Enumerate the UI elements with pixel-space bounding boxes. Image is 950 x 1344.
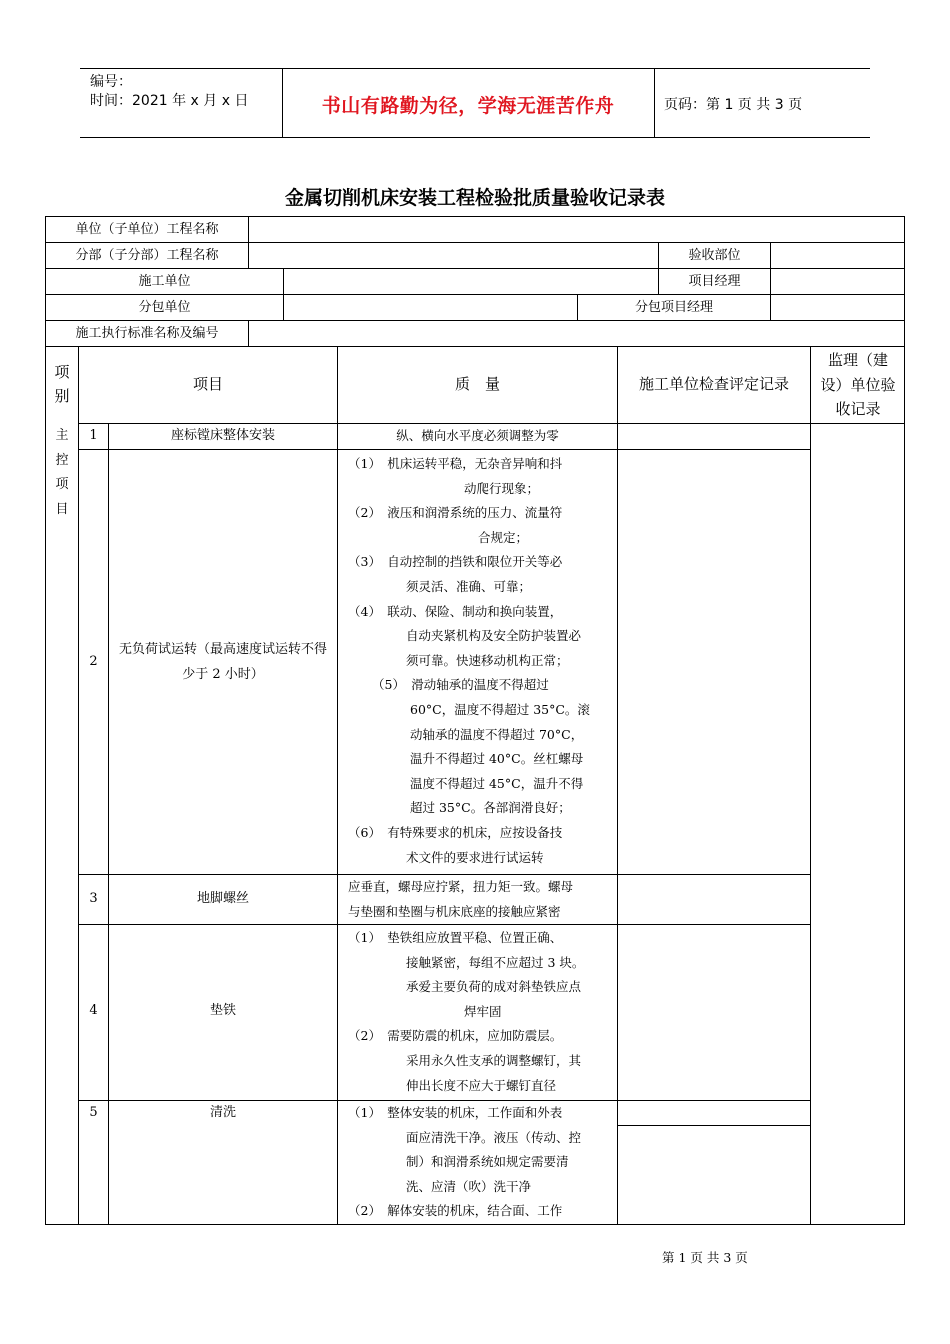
col-category: 项别: [54, 363, 70, 405]
row-quality: （1） 垫铁组应放置平稳、位置正确、 接触紧密，每组不应超过 3 块。 承爱主要负荷的成对斜垫铁应点 焊牢固 （2） 需要防震的机床，应加防震层。 采用永久性支承的调整螺钉，其 伸出长度不应大于螺钉直径: [348, 930, 585, 1093]
footer-page-number: 第 1 页 共 3 页: [662, 1250, 748, 1265]
row-quality: 纵、横向水平度必须调整为零: [396, 428, 559, 443]
row-item: 地脚螺丝: [196, 891, 249, 906]
row-quality: 应垂直，螺母应拧紧，扭力矩一致。螺母 与垫圈和垫圈与机床底座的接触应紧密: [348, 879, 574, 919]
label-subcontract-unit: 分包单位: [138, 300, 191, 315]
label-sub-project: 分部（子分部）工程名称: [75, 248, 219, 263]
number-label: 编号：: [90, 74, 132, 90]
row-no: 4: [89, 1003, 98, 1018]
document-title: 金属切削机床安装工程检验批质量验收记录表: [284, 187, 665, 209]
label-construction-unit: 施工单位: [138, 274, 191, 289]
row-no: 3: [89, 891, 98, 906]
time-text: 时间：2021 年 x 月 x 日: [90, 93, 249, 109]
label-standard: 施工执行标准名称及编号: [75, 326, 219, 341]
label-project-manager: 项目经理: [688, 274, 741, 289]
col-quality: 质 量: [454, 375, 500, 393]
header-divider: [654, 69, 655, 137]
label-subcontract-manager: 分包项目经理: [634, 300, 713, 315]
row-item: 清洗: [209, 1105, 236, 1120]
row-item: 座标镗床整体安装: [170, 428, 275, 443]
row-item: 无负荷试运转（最高速度试运转不得少于 2 小时）: [118, 642, 327, 682]
category-main: 主控项目: [55, 428, 69, 517]
motto: 书山有路勤为径，学海无涯苦作舟: [321, 95, 615, 117]
page-code: 页码：第 1 页 共 3 页: [664, 97, 803, 113]
row-item: 垫铁: [209, 1003, 236, 1018]
label-acceptance-part: 验收部位: [688, 248, 741, 263]
row-quality: （1） 整体安装的机床，工作面和外表 面应清洗干净。液压（传动、控 制）和润滑系统如规定需要清 洗、应清（吹）洗干净 （2） 解体安装的机床，结合面、工作: [348, 1105, 582, 1219]
row-no: 2: [89, 654, 98, 669]
col-supervision: 监理（建设）单位验收记录: [820, 351, 896, 418]
col-item: 项目: [192, 375, 223, 393]
page-header: [80, 68, 870, 138]
row-quality: （1） 机床运转平稳，无杂音异响和抖 动爬行现象； （2） 液压和润滑系统的压力、流量符 合规定； （3） 自动控制的挡铁和限位开关等必 须灵活、准确、可靠； （4） 联动、保险、制动和换向装置， 自动夹紧机构及安全防护装置必 须可靠。快速移动机构正常； （5） 滑动轴承的温度不得超过 60°C，温度不得超过 35°C。滚 动轴承的温度不得超过 70°C， 温升不得超过 40°C。丝杠螺母 温度不得超过 45°C，温升不得 超过 35°C。各部润滑良好； （6） 有特殊要求的机床，应按设备技 术文件的要求进行试运转: [348, 456, 590, 865]
label-unit-project: 单位（子单位）工程名称: [75, 222, 219, 237]
row-no: 1: [89, 428, 98, 443]
col-check-record: 施工单位检查评定记录: [638, 375, 789, 393]
header-left: [90, 73, 248, 111]
row-no: 5: [89, 1105, 98, 1120]
